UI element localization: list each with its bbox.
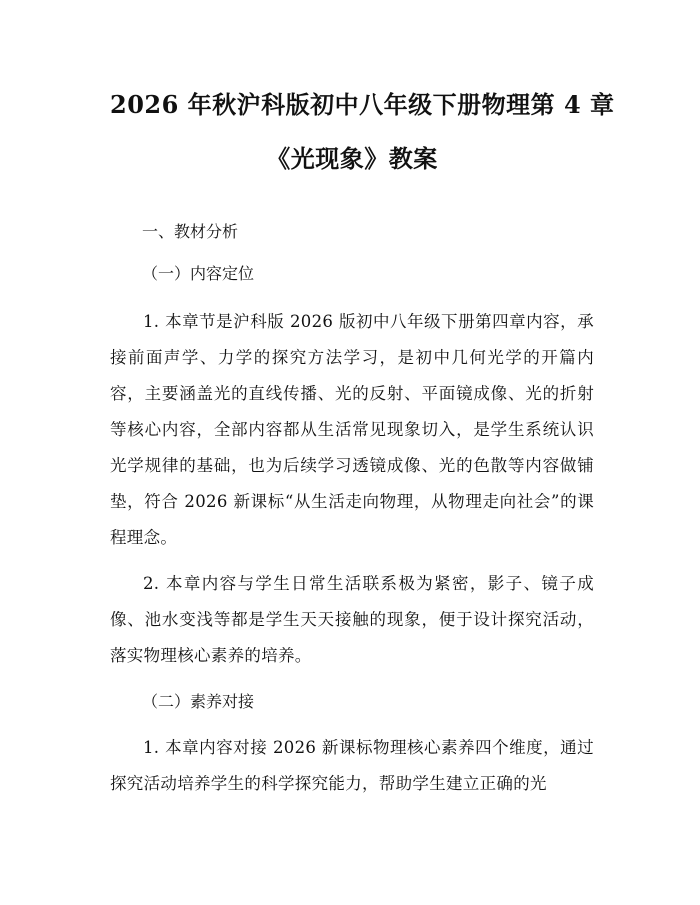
- document-title: [110, 78, 615, 186]
- title-line-2: 《光现象》教案: [266, 144, 438, 173]
- title-line-1: 2026 年秋沪科版初中八年级下册物理第 4 章: [110, 90, 615, 119]
- paragraph-content-positioning-2: 2. 本章内容与学生日常生活联系极为紧密，影子、镜子成像、池水变浅等都是学生天天接触的现象，便于设计探究活动，落实物理核心素养的培养。: [110, 574, 594, 665]
- paragraph-content-positioning-1: 1. 本章节是沪科版 2026 版初中八年级下册第四章内容，承接前面声学、力学的探究方法学习，是初中几何光学的开篇内容，主要涵盖光的直线传播、光的反射、平面镜成像、光的折射等核心内容，全部内容都从生活常见现象切入，是学生系统认识光学规律的基础，也为后续学习透镜成像、光的色散等内容做铺垫，符合 2026 新课标“从生活走向物理，从物理走向社会”的课程理念。: [110, 312, 594, 547]
- heading-textbook-analysis: 一、教材分析: [142, 222, 239, 241]
- paragraph-literacy-alignment-1: 1. 本章内容对接 2026 新课标物理核心素养四个维度，通过探究活动培养学生的科学探究能力，帮助学生建立正确的光: [110, 738, 594, 793]
- subheading-content-positioning: （一）内容定位: [142, 264, 255, 283]
- subheading-literacy-alignment: （二）素养对接: [142, 692, 255, 711]
